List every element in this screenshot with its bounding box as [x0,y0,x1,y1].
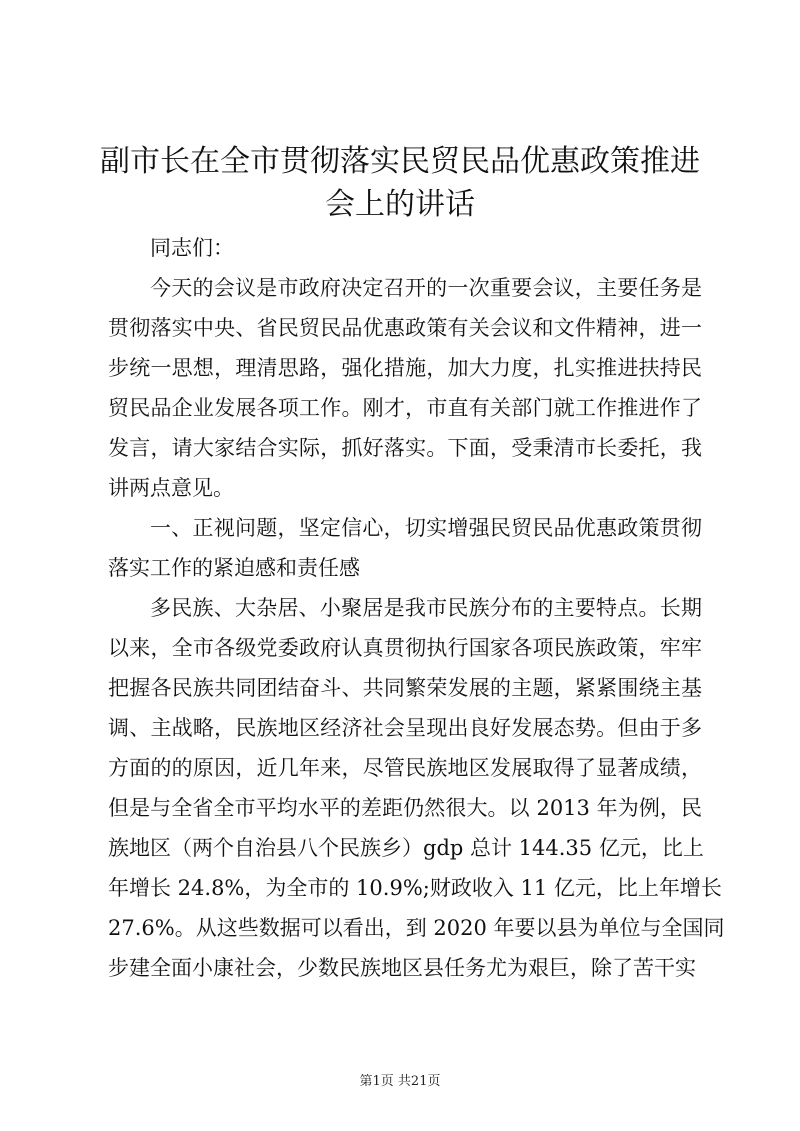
title-line: 副市长在全市贯彻落实民贸民品优惠政策推进 [100,144,700,179]
paragraph [108,508,702,588]
text-line: 落实工作的紧迫感和责任感 [108,556,360,580]
page-footer: 第1页 共21页 [359,1074,441,1089]
text-line: 今天的会议是市政府决定召开的一次重要会议，主要任务是 [150,276,702,300]
text-line: 贯彻落实中央、省民贸民品优惠政策有关会议和文件精神，进一 [108,316,702,340]
text-line: 步建全面小康社会，少数民族地区县任务尤为艰巨，除了苦干实 [108,956,696,980]
text-line: 一、正视问题，坚定信心，切实增强民贸民品优惠政策贯彻 [150,516,702,540]
text-line: 同志们： [150,236,234,260]
document-title [40,140,760,226]
paragraph [108,228,702,268]
text-line: 多民族、大杂居、小聚居是我市民族分布的主要特点。长期 [150,596,702,620]
title-line: 会上的讲话 [325,187,475,222]
document-body [108,228,725,988]
text-line: 年增长 24.8%，为全市的 10.9%;财政收入 11 亿元，比上年增长 [108,876,722,900]
text-line: 贸民品企业发展各项工作。刚才，市直有关部门就工作推进作了 [108,396,702,420]
text-line: 讲两点意见。 [108,476,234,500]
text-line: 27.6%。从这些数据可以看出，到 2020 年要以县为单位与全国同 [108,916,725,940]
text-line: 步统一思想，理清思路，强化措施，加大力度，扎实推进扶持民 [108,356,702,380]
text-line: 但是与全省全市平均水平的差距仍然很大。以 2013 年为例，民 [108,796,702,820]
text-line: 以来，全市各级党委政府认真贯彻执行国家各项民族政策，牢牢 [108,636,702,660]
text-line: 调、主战略，民族地区经济社会呈现出良好发展态势。但由于多 [108,716,702,740]
paragraph [108,588,725,988]
text-line: 方面的的原因，近几年来，尽管民族地区发展取得了显著成绩， [108,756,702,780]
text-line: 族地区（两个自治县八个民族乡）gdp 总计 144.35 亿元，比上 [108,836,704,860]
text-line: 发言，请大家结合实际，抓好落实。下面，受秉清市长委托，我 [108,436,702,460]
text-line: 把握各民族共同团结奋斗、共同繁荣发展的主题，紧紧围绕主基 [108,676,702,700]
paragraph [108,268,702,508]
